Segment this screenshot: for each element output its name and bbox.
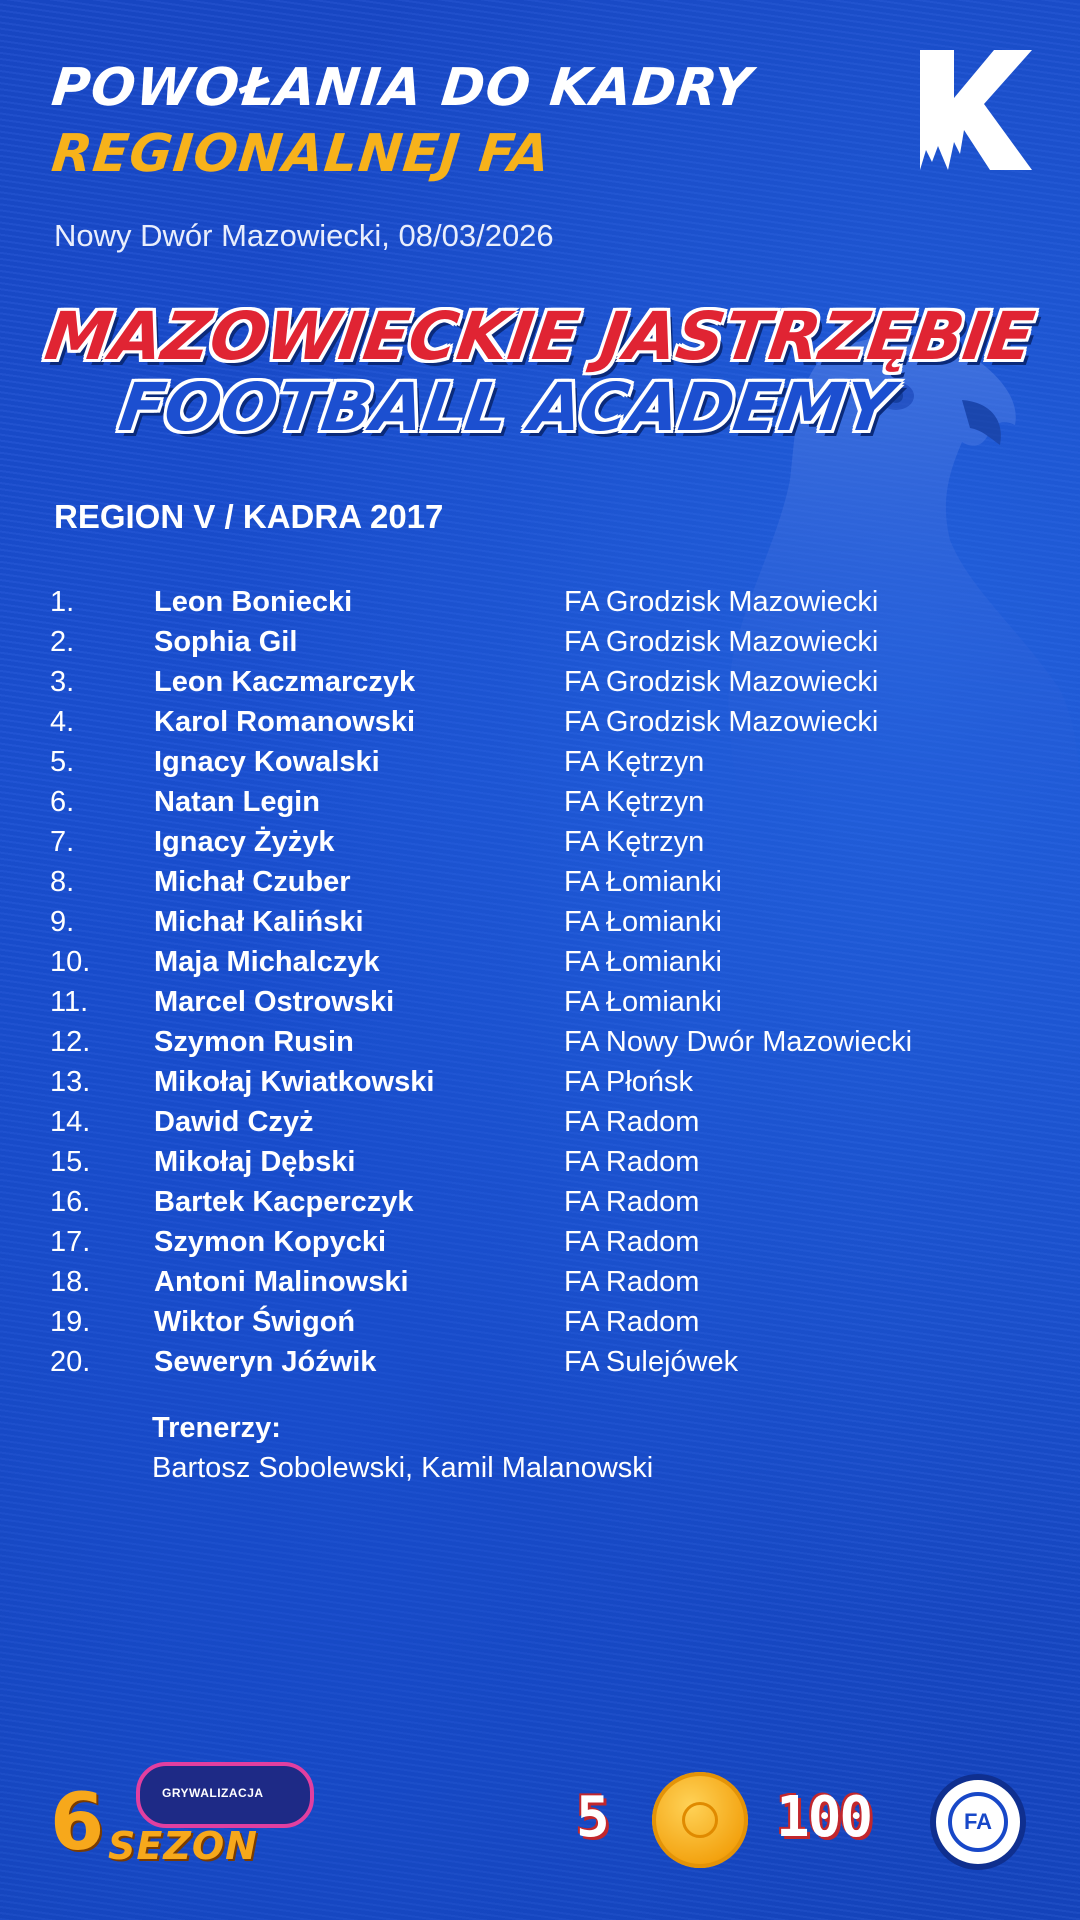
list-item <box>50 1022 1050 1062</box>
k-logo-icon <box>920 50 1032 170</box>
player-name: Marcel Ostrowski <box>154 986 395 1018</box>
player-name: Seweryn Jóźwik <box>154 1346 377 1378</box>
player-club: FA Nowy Dwór Mazowiecki <box>564 1026 913 1058</box>
title-line-2: REGIONALNEJ FA <box>48 124 554 184</box>
list-item <box>50 662 1050 702</box>
academy-name-line-2: FOOTBALL ACADEMY <box>114 369 899 446</box>
player-number: 17. <box>50 1226 91 1258</box>
player-number: 19. <box>50 1306 91 1338</box>
region-label: REGION V / KADRA 2017 <box>54 498 444 535</box>
player-name: Leon Kaczmarczyk <box>154 666 416 698</box>
player-club: FA Łomianki <box>564 906 722 938</box>
player-number: 8. <box>50 866 75 898</box>
player-name: Bartek Kacperczyk <box>154 1186 414 1218</box>
player-name: Ignacy Kowalski <box>154 746 380 778</box>
player-number: 3. <box>50 666 75 698</box>
academy-name-line-1: MAZOWIECKIE JASTRZĘBIE <box>40 298 1039 375</box>
grywalizacja-badge <box>136 1762 314 1828</box>
list-item <box>50 822 1050 862</box>
player-name: Dawid Czyż <box>154 1106 314 1138</box>
player-name: Mikołaj Kwiatkowski <box>154 1066 435 1098</box>
player-club: FA Łomianki <box>564 866 722 898</box>
player-name: Szymon Kopycki <box>154 1226 387 1258</box>
player-number: 10. <box>50 946 91 978</box>
player-club: FA Radom <box>564 1226 700 1258</box>
list-item <box>50 942 1050 982</box>
player-number: 5. <box>50 746 75 778</box>
player-name: Antoni Malinowski <box>154 1266 409 1298</box>
stat-right-value: 100 <box>776 1785 872 1850</box>
stat-left-value: 5 <box>576 1785 610 1850</box>
player-club: FA Kętrzyn <box>564 746 705 778</box>
player-club: FA Radom <box>564 1186 700 1218</box>
player-number: 12. <box>50 1026 91 1058</box>
player-number: 6. <box>50 786 75 818</box>
list-item <box>50 1182 1050 1222</box>
player-number: 15. <box>50 1146 91 1178</box>
player-club: FA Grodzisk Mazowiecki <box>564 666 879 698</box>
player-roster <box>50 582 1050 1382</box>
player-number: 11. <box>50 986 89 1018</box>
player-name: Sophia Gil <box>154 626 298 658</box>
location-date: Nowy Dwór Mazowiecki, 08/03/2026 <box>54 218 554 253</box>
player-club: FA Radom <box>564 1266 700 1298</box>
player-club: FA Grodzisk Mazowiecki <box>564 706 879 738</box>
list-item <box>50 1342 1050 1382</box>
list-item <box>50 582 1050 622</box>
list-item <box>50 702 1050 742</box>
player-club: FA Radom <box>564 1106 700 1138</box>
season-word: SEZON <box>108 1824 258 1868</box>
player-club: FA Sulejówek <box>564 1346 739 1378</box>
player-name: Maja Michalczyk <box>154 946 380 978</box>
player-number: 20. <box>50 1346 91 1378</box>
player-number: 18. <box>50 1266 91 1298</box>
list-item <box>50 782 1050 822</box>
player-number: 13. <box>50 1066 91 1098</box>
list-item <box>50 902 1050 942</box>
list-item <box>50 742 1050 782</box>
player-name: Michał Kaliński <box>154 906 364 938</box>
player-name: Michał Czuber <box>154 866 351 898</box>
player-number: 9. <box>50 906 75 938</box>
player-club: FA Kętrzyn <box>564 786 705 818</box>
player-number: 16. <box>50 1186 91 1218</box>
player-name: Karol Romanowski <box>154 706 416 738</box>
player-club: FA Radom <box>564 1146 700 1178</box>
player-club: FA Łomianki <box>564 946 722 978</box>
player-number: 14. <box>50 1106 91 1138</box>
season-badge-text: GRYWALIZACJA <box>162 1786 264 1800</box>
list-item <box>50 1102 1050 1142</box>
player-name: Natan Legin <box>154 786 320 818</box>
coaches-names: Bartosz Sobolewski, Kamil Malanowski <box>152 1452 654 1484</box>
player-name: Leon Boniecki <box>154 586 353 618</box>
list-item <box>50 1262 1050 1302</box>
player-number: 1. <box>50 586 75 618</box>
title-line-1: POWOŁANIA DO KADRY <box>48 58 755 118</box>
list-item <box>50 1222 1050 1262</box>
player-club: FA Radom <box>564 1306 700 1338</box>
player-number: 2. <box>50 626 75 658</box>
list-item <box>50 1062 1050 1102</box>
season-number: 6 <box>50 1778 105 1868</box>
list-item <box>50 622 1050 662</box>
player-name: Szymon Rusin <box>154 1026 354 1058</box>
player-name: Mikołaj Dębski <box>154 1146 356 1178</box>
player-name: Wiktor Świgoń <box>154 1306 356 1338</box>
player-club: FA Kętrzyn <box>564 826 705 858</box>
season-logo <box>50 1762 290 1872</box>
coaches-label: Trenerzy: <box>152 1412 281 1444</box>
fa-logo-text: FA <box>948 1792 1008 1852</box>
football-academy-logo-icon <box>930 1774 1026 1870</box>
player-club: FA Grodzisk Mazowiecki <box>564 626 879 658</box>
player-club: FA Płońsk <box>564 1066 693 1098</box>
list-item <box>50 1302 1050 1342</box>
player-name: Ignacy Żyżyk <box>154 826 335 858</box>
list-item <box>50 862 1050 902</box>
player-number: 4. <box>50 706 75 738</box>
list-item <box>50 982 1050 1022</box>
coin-icon <box>652 1772 748 1868</box>
player-club: FA Grodzisk Mazowiecki <box>564 586 879 618</box>
player-number: 7. <box>50 826 75 858</box>
list-item <box>50 1142 1050 1182</box>
player-club: FA Łomianki <box>564 986 722 1018</box>
